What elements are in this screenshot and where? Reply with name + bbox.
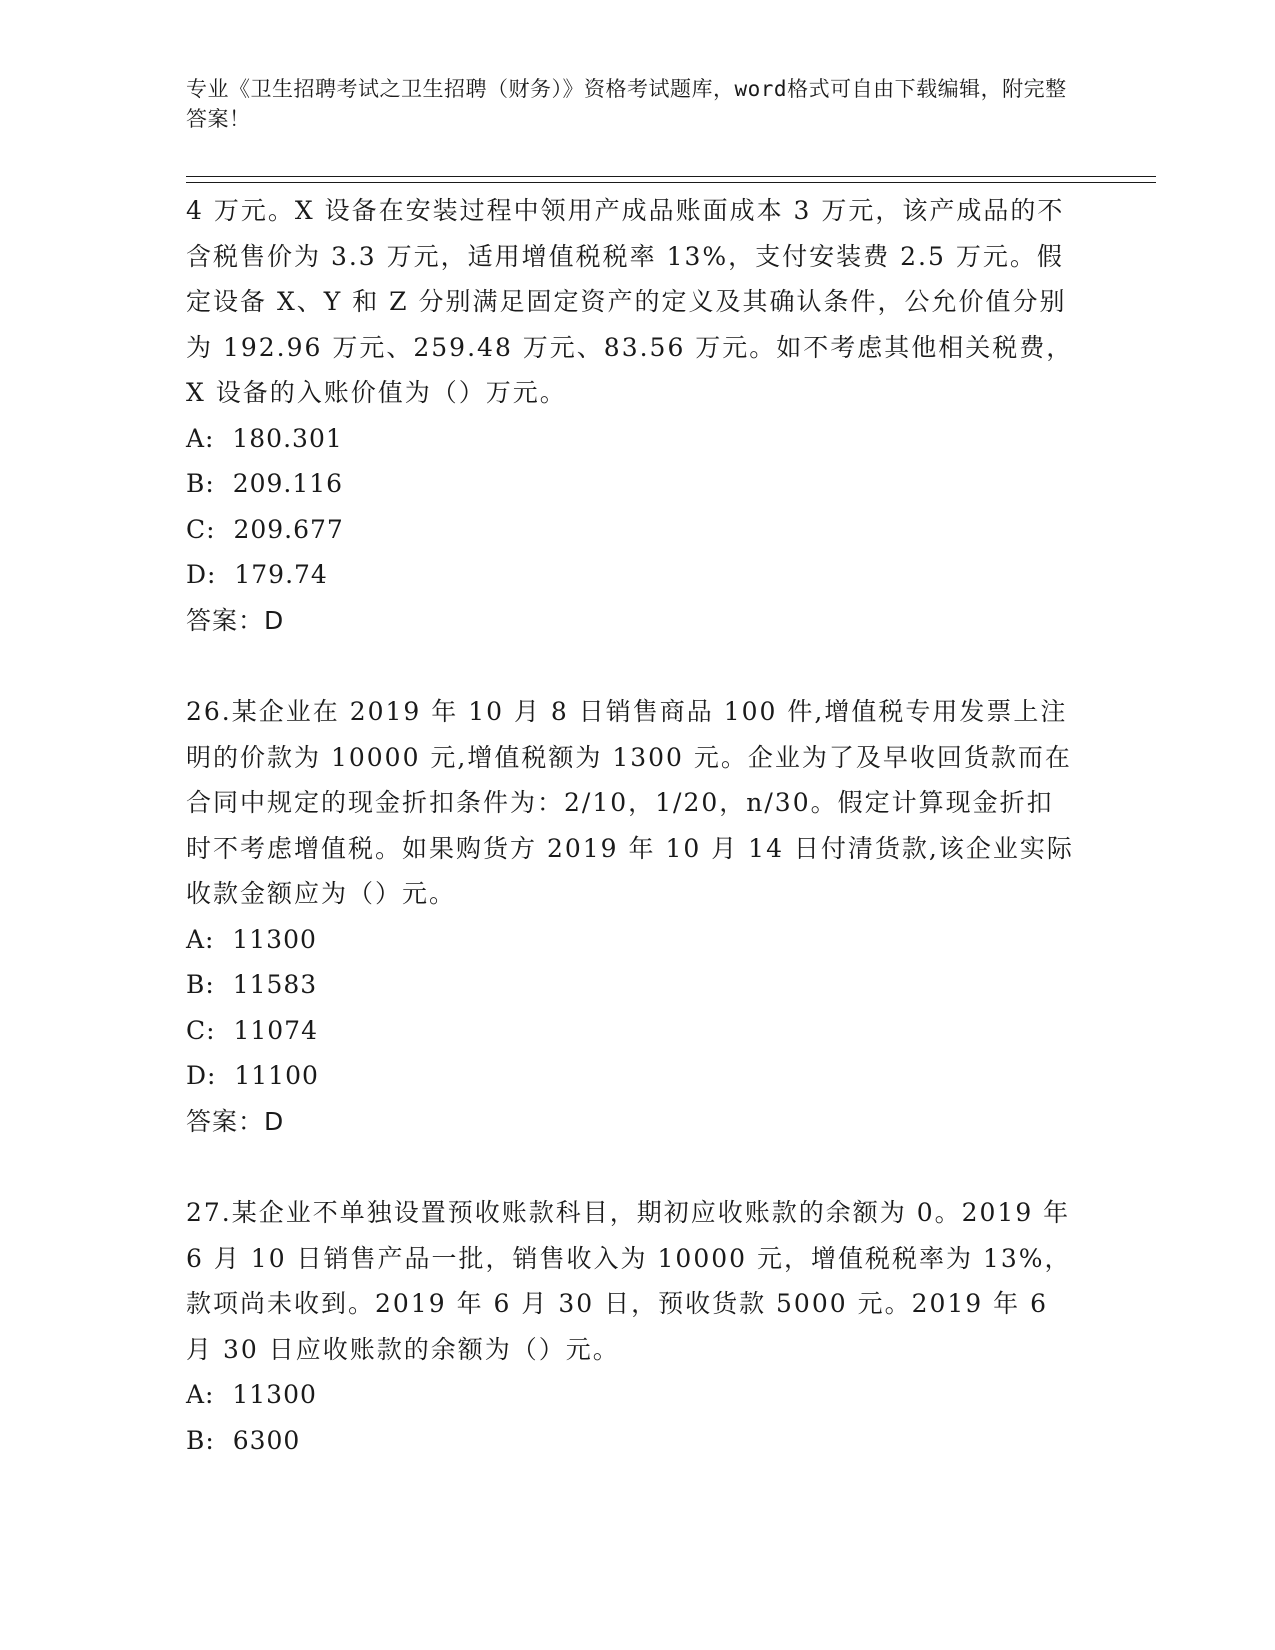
option-b: B: 209.116 bbox=[186, 469, 344, 498]
option-a: A: 180.301 bbox=[186, 423, 343, 453]
document-header: 专业《卫生招聘考试之卫生招聘（财务）》资格考试题库，word格式可自由下载编辑，附完整答案！ bbox=[186, 77, 1067, 131]
answer-line: 答案：D bbox=[186, 1106, 285, 1136]
option-a: A: 11300 bbox=[186, 924, 317, 954]
question-text: 26.某企业在 2019 年 10 月 8 日销售商品 100 件,增值税专用发票上注明的价款为 10000 元,增值税额为 1300 元。企业为了及早收回货款而在合同中规定的现金折扣条件为：2/10，1/20，n/30。假定计算现金折扣时不考虑增值税。如果购货方 2019 年 10 月 14 日付清货款,该企业实际收款金额应为（）元。 bbox=[186, 697, 1074, 908]
header-divider-top bbox=[186, 176, 1156, 177]
option-c: C: 209.677 bbox=[186, 514, 344, 544]
question-text: 27.某企业不单独设置预收账款科目，期初应收账款的余额为 0。2019 年 6 月 10 日销售产品一批，销售收入为 10000 元，增值税税率为 13%，款项尚未收到。2019 年 6 月 30 日，预收货款 5000 元。2019 年 6 月 30 日应收账款的余额为（）元。 bbox=[186, 1198, 1072, 1364]
question-25 bbox=[186, 188, 1076, 643]
option-d: D: 11100 bbox=[186, 1061, 319, 1090]
questions-body bbox=[186, 188, 1076, 1463]
option-b: B: 6300 bbox=[186, 1425, 301, 1455]
question-spacer bbox=[186, 643, 1076, 689]
option-c: C: 11074 bbox=[186, 1015, 318, 1045]
option-b: B: 11583 bbox=[186, 970, 318, 999]
question-27 bbox=[186, 1190, 1076, 1463]
question-26 bbox=[186, 689, 1076, 1144]
header-divider-bottom bbox=[186, 182, 1156, 183]
option-d: D: 179.74 bbox=[186, 560, 328, 589]
question-spacer bbox=[186, 1144, 1076, 1190]
option-a: A: 11300 bbox=[186, 1380, 317, 1409]
answer-line: 答案：D bbox=[186, 605, 285, 635]
question-text: 4 万元。X 设备在安装过程中领用产成品账面成本 3 万元，该产成品的不含税售价为 3.3 万元，适用增值税税率 13%，支付安装费 2.5 万元。假定设备 X、Y 和 Z 分别满足固定资产的定义及其确认条件，公允价值分别为 192.96 万元、259.48 万元、83.56 万元。如不考虑其他相关税费，X 设备的入账价值为（）万元。 bbox=[186, 196, 1074, 407]
